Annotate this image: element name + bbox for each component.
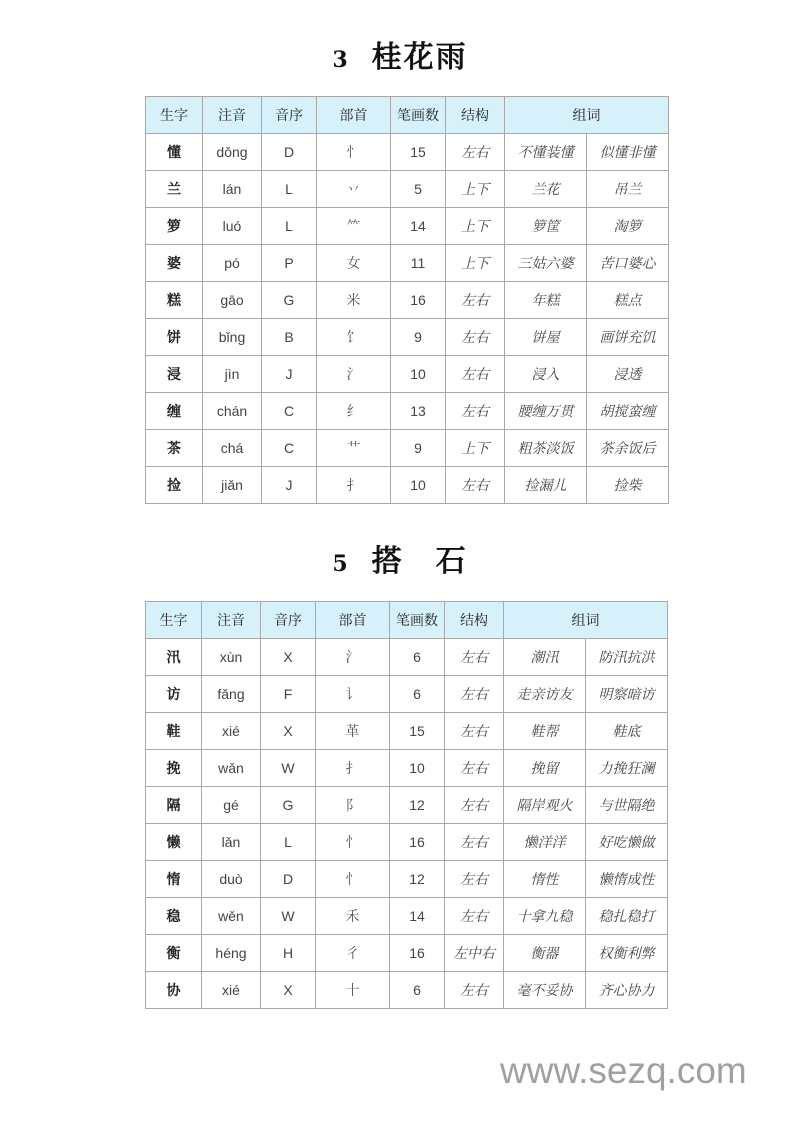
header-strokes: 笔画数	[391, 97, 446, 134]
char-cell: 婆	[146, 245, 203, 282]
order-cell: L	[262, 208, 317, 245]
strokes-cell: 16	[390, 935, 445, 972]
pinyin-cell: duò	[202, 861, 261, 898]
order-cell: P	[262, 245, 317, 282]
pinyin-cell: héng	[202, 935, 261, 972]
word-cell: 隔岸观火	[504, 787, 586, 824]
structure-cell: 左右	[446, 356, 505, 393]
table-row	[146, 467, 669, 504]
word-cell: 鞋底	[586, 713, 668, 750]
lesson-3-title	[0, 32, 800, 76]
vocab-table-lesson-3	[145, 96, 669, 504]
word-cell: 毫不妥协	[504, 972, 586, 1009]
table-row	[146, 824, 668, 861]
char-cell: 衡	[146, 935, 202, 972]
order-cell: G	[261, 787, 316, 824]
pinyin-cell: gāo	[203, 282, 262, 319]
header-pinyin: 注音	[202, 602, 261, 639]
order-cell: X	[261, 713, 316, 750]
word-cell: 挽留	[504, 750, 586, 787]
table-header-row	[146, 97, 669, 134]
word-cell: 懒洋洋	[504, 824, 586, 861]
pinyin-cell: luó	[203, 208, 262, 245]
structure-cell: 左右	[445, 861, 504, 898]
char-cell: 茶	[146, 430, 203, 467]
radical-cell: 扌	[316, 750, 390, 787]
word-cell: 捡漏儿	[505, 467, 587, 504]
radical-cell: 革	[316, 713, 390, 750]
word-cell: 惰性	[504, 861, 586, 898]
structure-cell: 左右	[445, 972, 504, 1009]
word-cell: 潮汛	[504, 639, 586, 676]
word-cell: 饼屋	[505, 319, 587, 356]
table-row	[146, 430, 669, 467]
pinyin-cell: xùn	[202, 639, 261, 676]
radical-cell: 禾	[316, 898, 390, 935]
word-cell: 画饼充饥	[587, 319, 669, 356]
structure-cell: 左右	[445, 713, 504, 750]
word-cell: 箩筐	[505, 208, 587, 245]
radical-cell: ⺮	[317, 208, 391, 245]
strokes-cell: 6	[390, 639, 445, 676]
radical-cell: 忄	[316, 824, 390, 861]
order-cell: X	[261, 639, 316, 676]
strokes-cell: 16	[391, 282, 446, 319]
header-radical: 部首	[317, 97, 391, 134]
strokes-cell: 14	[390, 898, 445, 935]
radical-cell: 彳	[316, 935, 390, 972]
char-cell: 惰	[146, 861, 202, 898]
char-cell: 懂	[146, 134, 203, 171]
char-cell: 访	[146, 676, 202, 713]
order-cell: B	[262, 319, 317, 356]
char-cell: 协	[146, 972, 202, 1009]
header-words: 组词	[505, 97, 669, 134]
structure-cell: 上下	[446, 171, 505, 208]
strokes-cell: 10	[391, 356, 446, 393]
table-row	[146, 750, 668, 787]
word-cell: 淘箩	[587, 208, 669, 245]
structure-cell: 左右	[445, 639, 504, 676]
word-cell: 防汛抗洪	[586, 639, 668, 676]
structure-cell: 左右	[446, 467, 505, 504]
table-row	[146, 676, 668, 713]
order-cell: H	[261, 935, 316, 972]
structure-cell: 左右	[445, 824, 504, 861]
char-cell: 捡	[146, 467, 203, 504]
word-cell: 浸透	[587, 356, 669, 393]
structure-cell: 左右	[446, 319, 505, 356]
table-row	[146, 393, 669, 430]
structure-cell: 左右	[445, 898, 504, 935]
structure-cell: 左右	[445, 676, 504, 713]
char-cell: 饼	[146, 319, 203, 356]
structure-cell: 左右	[446, 282, 505, 319]
header-radical: 部首	[316, 602, 390, 639]
vocab-table-lesson-5	[145, 601, 668, 1009]
table-row	[146, 639, 668, 676]
structure-cell: 左右	[446, 393, 505, 430]
word-cell: 稳扎稳打	[586, 898, 668, 935]
word-cell: 好吃懒做	[586, 824, 668, 861]
radical-cell: 忄	[316, 861, 390, 898]
pinyin-cell: dǒng	[203, 134, 262, 171]
pinyin-cell: lǎn	[202, 824, 261, 861]
table-row	[146, 134, 669, 171]
word-cell: 茶余饭后	[587, 430, 669, 467]
table-header-row	[146, 602, 668, 639]
lesson-number: 5	[332, 551, 350, 577]
pinyin-cell: jiǎn	[203, 467, 262, 504]
char-cell: 挽	[146, 750, 202, 787]
strokes-cell: 13	[391, 393, 446, 430]
strokes-cell: 9	[391, 430, 446, 467]
pinyin-cell: fǎng	[202, 676, 261, 713]
strokes-cell: 16	[390, 824, 445, 861]
char-cell: 糕	[146, 282, 203, 319]
order-cell: L	[262, 171, 317, 208]
word-cell: 明察暗访	[586, 676, 668, 713]
word-cell: 浸入	[505, 356, 587, 393]
strokes-cell: 6	[390, 972, 445, 1009]
table-row	[146, 972, 668, 1009]
strokes-cell: 15	[391, 134, 446, 171]
header-structure: 结构	[446, 97, 505, 134]
word-cell: 腰缠万贯	[505, 393, 587, 430]
table-row	[146, 208, 669, 245]
char-cell: 稳	[146, 898, 202, 935]
table-row	[146, 282, 669, 319]
strokes-cell: 15	[390, 713, 445, 750]
lesson-number: 3	[332, 47, 350, 73]
header-char: 生字	[146, 602, 202, 639]
order-cell: J	[262, 467, 317, 504]
structure-cell: 左中右	[445, 935, 504, 972]
radical-cell: 米	[317, 282, 391, 319]
pinyin-cell: gé	[202, 787, 261, 824]
structure-cell: 上下	[446, 245, 505, 282]
header-order: 音序	[262, 97, 317, 134]
char-cell: 懒	[146, 824, 202, 861]
structure-cell: 左右	[445, 787, 504, 824]
pinyin-cell: lán	[203, 171, 262, 208]
word-cell: 与世隔绝	[586, 787, 668, 824]
table-row	[146, 319, 669, 356]
word-cell: 粗茶淡饭	[505, 430, 587, 467]
order-cell: L	[261, 824, 316, 861]
table-row	[146, 861, 668, 898]
word-cell: 兰花	[505, 171, 587, 208]
table-row	[146, 898, 668, 935]
radical-cell: 饣	[317, 319, 391, 356]
radical-cell: 阝	[316, 787, 390, 824]
word-cell: 衡器	[504, 935, 586, 972]
table-row	[146, 787, 668, 824]
radical-cell: 女	[317, 245, 391, 282]
pinyin-cell: xié	[202, 713, 261, 750]
order-cell: J	[262, 356, 317, 393]
char-cell: 隔	[146, 787, 202, 824]
strokes-cell: 12	[390, 787, 445, 824]
order-cell: C	[262, 430, 317, 467]
table-row	[146, 171, 669, 208]
char-cell: 缠	[146, 393, 203, 430]
pinyin-cell: chán	[203, 393, 262, 430]
strokes-cell: 10	[391, 467, 446, 504]
word-cell: 力挽狂澜	[586, 750, 668, 787]
order-cell: D	[261, 861, 316, 898]
char-cell: 鞋	[146, 713, 202, 750]
pinyin-cell: xié	[202, 972, 261, 1009]
strokes-cell: 14	[391, 208, 446, 245]
strokes-cell: 12	[390, 861, 445, 898]
word-cell: 懒惰成性	[586, 861, 668, 898]
pinyin-cell: wěn	[202, 898, 261, 935]
order-cell: W	[261, 898, 316, 935]
order-cell: G	[262, 282, 317, 319]
word-cell: 似懂非懂	[587, 134, 669, 171]
strokes-cell: 10	[390, 750, 445, 787]
structure-cell: 上下	[446, 208, 505, 245]
word-cell: 走亲访友	[504, 676, 586, 713]
radical-cell: 丷	[317, 171, 391, 208]
word-cell: 捡柴	[587, 467, 669, 504]
table-row	[146, 356, 669, 393]
word-cell: 苦口婆心	[587, 245, 669, 282]
radical-cell: 扌	[317, 467, 391, 504]
word-cell: 吊兰	[587, 171, 669, 208]
word-cell: 权衡利弊	[586, 935, 668, 972]
pinyin-cell: wǎn	[202, 750, 261, 787]
strokes-cell: 11	[391, 245, 446, 282]
radical-cell: 氵	[316, 639, 390, 676]
pinyin-cell: chá	[203, 430, 262, 467]
lesson-name: 搭 石	[371, 544, 468, 579]
lesson-name: 桂花雨	[371, 40, 468, 75]
char-cell: 汛	[146, 639, 202, 676]
strokes-cell: 6	[390, 676, 445, 713]
header-order: 音序	[261, 602, 316, 639]
radical-cell: 纟	[317, 393, 391, 430]
word-cell: 三姑六婆	[505, 245, 587, 282]
radical-cell: 忄	[317, 134, 391, 171]
order-cell: F	[261, 676, 316, 713]
word-cell: 齐心协力	[586, 972, 668, 1009]
table-row	[146, 245, 669, 282]
table-row	[146, 713, 668, 750]
header-words: 组词	[504, 602, 668, 639]
pinyin-cell: bǐng	[203, 319, 262, 356]
radical-cell: 氵	[317, 356, 391, 393]
header-strokes: 笔画数	[390, 602, 445, 639]
char-cell: 箩	[146, 208, 203, 245]
char-cell: 兰	[146, 171, 203, 208]
header-pinyin: 注音	[203, 97, 262, 134]
header-structure: 结构	[445, 602, 504, 639]
strokes-cell: 9	[391, 319, 446, 356]
pinyin-cell: pó	[203, 245, 262, 282]
word-cell: 年糕	[505, 282, 587, 319]
structure-cell: 左右	[445, 750, 504, 787]
word-cell: 鞋帮	[504, 713, 586, 750]
radical-cell: 讠	[316, 676, 390, 713]
pinyin-cell: jìn	[203, 356, 262, 393]
order-cell: C	[262, 393, 317, 430]
order-cell: D	[262, 134, 317, 171]
char-cell: 浸	[146, 356, 203, 393]
word-cell: 胡搅蛮缠	[587, 393, 669, 430]
word-cell: 不懂装懂	[505, 134, 587, 171]
word-cell: 十拿九稳	[504, 898, 586, 935]
table-row	[146, 935, 668, 972]
header-char: 生字	[146, 97, 203, 134]
structure-cell: 左右	[446, 134, 505, 171]
word-cell: 糕点	[587, 282, 669, 319]
structure-cell: 上下	[446, 430, 505, 467]
watermark: www.sezq.com	[500, 1050, 747, 1091]
order-cell: W	[261, 750, 316, 787]
strokes-cell: 5	[391, 171, 446, 208]
lesson-5-title	[0, 536, 800, 580]
radical-cell: 艹	[317, 430, 391, 467]
order-cell: X	[261, 972, 316, 1009]
radical-cell: 十	[316, 972, 390, 1009]
